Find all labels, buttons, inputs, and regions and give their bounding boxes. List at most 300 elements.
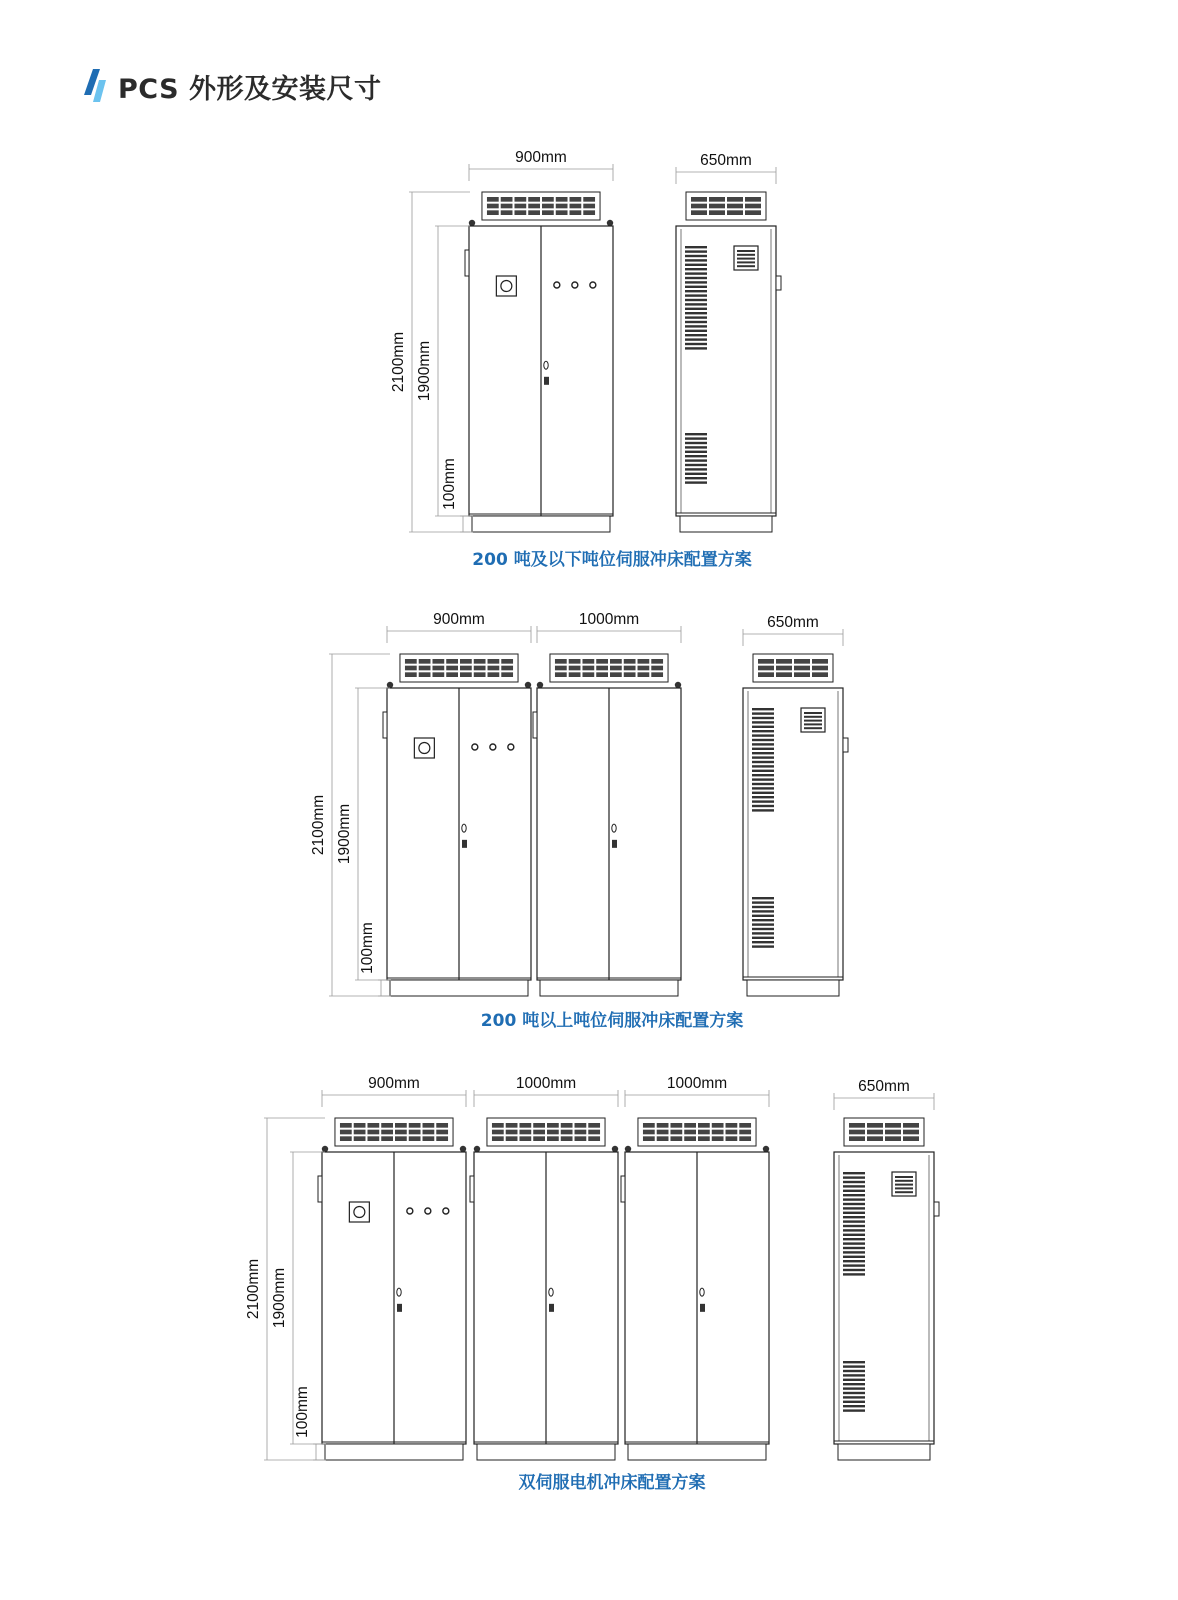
width-label: 1000mm: [666, 1075, 728, 1092]
louver-slot: [432, 659, 444, 664]
louver-slot: [474, 659, 486, 664]
louver-slot: [506, 1136, 518, 1141]
vent-slot: [843, 1216, 865, 1218]
louver-slot: [709, 197, 725, 202]
louver-slot: [588, 1123, 600, 1128]
side-view: [834, 1078, 939, 1460]
vent-slot: [685, 459, 707, 461]
louver-slot: [436, 1136, 448, 1141]
louver-slot: [885, 1136, 901, 1141]
vent-slot: [752, 919, 774, 921]
louver-slot: [528, 204, 540, 209]
height-base-label: 100mm: [359, 922, 376, 974]
vent-slot: [752, 937, 774, 939]
vent-slot: [685, 338, 707, 340]
louver-slot: [684, 1136, 696, 1141]
louver-slot: [446, 659, 458, 664]
louver-slot: [643, 1136, 655, 1141]
height-base-label: 100mm: [294, 1386, 311, 1438]
vent-slot: [843, 1361, 865, 1363]
louver-slot: [487, 210, 499, 215]
louver-slot: [812, 666, 828, 671]
width-label: 1000mm: [515, 1075, 577, 1092]
louver-slot: [395, 1130, 407, 1135]
louver-slot: [776, 666, 792, 671]
emergency-stop-box: [496, 276, 516, 296]
louver-slot: [867, 1123, 883, 1128]
louver-slot: [492, 1136, 504, 1141]
vent-slot: [752, 721, 774, 723]
vent-slot: [843, 1260, 865, 1262]
fan-hood: [335, 1118, 453, 1146]
vent-slot: [685, 268, 707, 270]
fan-hood: [482, 192, 600, 220]
vent-slot: [843, 1172, 865, 1174]
louver-slot: [423, 1130, 435, 1135]
vent-slot: [752, 932, 774, 934]
fan-grille-slot: [895, 1176, 913, 1178]
louver-slot: [501, 204, 513, 209]
louver-slot: [758, 672, 774, 677]
height-cabinet-label: 1900mm: [336, 803, 353, 865]
vent-slot: [685, 433, 707, 435]
vent-slot: [752, 906, 774, 908]
vent-slot: [685, 451, 707, 453]
vent-slot: [843, 1379, 865, 1381]
vent-slot: [685, 312, 707, 314]
louver-slot: [542, 204, 554, 209]
vent-slot: [752, 774, 774, 776]
plinth: [477, 1444, 615, 1460]
fan-grille-slot: [804, 716, 822, 718]
louver-slot: [354, 1123, 366, 1128]
louver-slot: [519, 1123, 531, 1128]
louver-slot: [501, 659, 513, 664]
vent-slot: [685, 343, 707, 345]
vent-slot: [752, 915, 774, 917]
louver-slot: [745, 210, 761, 215]
louver-slot: [812, 659, 828, 664]
lifting-eye: [625, 1146, 631, 1152]
louver-slot: [610, 659, 622, 664]
lifting-eye: [763, 1146, 769, 1152]
vent-slot: [685, 316, 707, 318]
fan-grille-slot: [895, 1180, 913, 1182]
vent-slot: [752, 792, 774, 794]
vent-slot: [752, 928, 774, 930]
vent-slot: [685, 277, 707, 279]
louver-slot: [492, 1123, 504, 1128]
lifting-eye: [474, 1146, 480, 1152]
figure-1: [390, 149, 781, 570]
vent-slot: [843, 1238, 865, 1240]
louver-slot: [569, 659, 581, 664]
louver-slot: [651, 666, 663, 671]
louver-slot: [867, 1136, 883, 1141]
louver-slot: [670, 1136, 682, 1141]
vent-slot: [843, 1370, 865, 1372]
vent-slot: [843, 1273, 865, 1275]
louver-slot: [726, 1123, 738, 1128]
side-connector: [776, 276, 781, 290]
louver-slot: [709, 204, 725, 209]
vent-slot: [843, 1242, 865, 1244]
vent-slot: [752, 756, 774, 758]
vent-slot: [843, 1409, 865, 1411]
louver-slot: [588, 1136, 600, 1141]
vent-slot: [685, 272, 707, 274]
louver-slot: [583, 210, 595, 215]
louver-slot: [849, 1130, 865, 1135]
louver-slot: [575, 1123, 587, 1128]
louver-slot: [582, 659, 594, 664]
louver-slot: [487, 204, 499, 209]
vent-slot: [752, 783, 774, 785]
front-cabinet: [533, 611, 681, 996]
louver-slot: [556, 204, 568, 209]
fan-grille-slot: [804, 712, 822, 714]
vent-slot: [843, 1251, 865, 1253]
plinth: [628, 1444, 766, 1460]
vent-slot: [752, 712, 774, 714]
louver-slot: [395, 1123, 407, 1128]
louver-slot: [712, 1123, 724, 1128]
louver-slot: [561, 1130, 573, 1135]
vent-slot: [843, 1194, 865, 1196]
louver-slot: [727, 197, 743, 202]
louver-slot: [488, 666, 500, 671]
louver-slot: [555, 666, 567, 671]
vent-slot: [752, 730, 774, 732]
louver-slot: [570, 197, 582, 202]
vent-slot: [752, 761, 774, 763]
louver-slot: [739, 1136, 751, 1141]
side-connector: [843, 738, 848, 752]
louver-slot: [528, 210, 540, 215]
louver-slot: [638, 659, 650, 664]
width-label: 900mm: [515, 149, 567, 166]
louver-slot: [657, 1136, 669, 1141]
hinge-tab: [533, 712, 537, 738]
vent-slot: [752, 739, 774, 741]
louver-slot: [506, 1130, 518, 1135]
vent-slot: [752, 734, 774, 736]
vent-slot: [685, 303, 707, 305]
hinge-tab: [465, 250, 469, 276]
louver-slot: [885, 1130, 901, 1135]
vent-slot: [685, 286, 707, 288]
louver-slot: [712, 1136, 724, 1141]
louver-slot: [903, 1130, 919, 1135]
louver-slot: [712, 1130, 724, 1135]
louver-slot: [501, 666, 513, 671]
vent-slot: [685, 468, 707, 470]
louver-slot: [528, 197, 540, 202]
louver-slot: [745, 204, 761, 209]
width-label: 650mm: [767, 614, 819, 631]
louver-slot: [610, 672, 622, 677]
louver-slot: [812, 672, 828, 677]
vent-slot: [843, 1405, 865, 1407]
plinth: [472, 516, 610, 532]
vent-slot: [685, 481, 707, 483]
louver-slot: [582, 666, 594, 671]
side-view: [743, 614, 848, 996]
width-label: 1000mm: [578, 611, 640, 628]
louver-slot: [867, 1130, 883, 1135]
vent-slot: [752, 743, 774, 745]
side-plinth: [680, 516, 772, 532]
vent-slot: [685, 455, 707, 457]
lifting-eye: [525, 682, 531, 688]
vent-slot: [843, 1374, 865, 1376]
louver-slot: [547, 1123, 559, 1128]
vent-slot: [752, 717, 774, 719]
louver-slot: [569, 672, 581, 677]
vent-slot: [685, 330, 707, 332]
louver-slot: [684, 1130, 696, 1135]
front-cabinet: [318, 1075, 466, 1460]
vent-slot: [752, 778, 774, 780]
louver-slot: [436, 1130, 448, 1135]
lifting-eye: [607, 220, 613, 226]
louver-slot: [409, 1136, 421, 1141]
fan-grille-slot: [804, 727, 822, 729]
vent-slot: [843, 1401, 865, 1403]
louver-slot: [556, 197, 568, 202]
vent-slot: [752, 910, 774, 912]
louver-slot: [501, 672, 513, 677]
lock-plate: [544, 377, 549, 385]
louver-slot: [758, 659, 774, 664]
vent-slot: [843, 1365, 865, 1367]
louver-slot: [776, 659, 792, 664]
louver-slot: [419, 659, 431, 664]
louver-slot: [395, 1136, 407, 1141]
vent-slot: [752, 941, 774, 943]
side-plinth: [838, 1444, 930, 1460]
plinth: [325, 1444, 463, 1460]
vent-slot: [752, 770, 774, 772]
vent-slot: [843, 1264, 865, 1266]
louver-slot: [758, 666, 774, 671]
louver-slot: [419, 672, 431, 677]
vent-slot: [843, 1229, 865, 1231]
vent-slot: [843, 1198, 865, 1200]
vent-slot: [843, 1207, 865, 1209]
vent-slot: [752, 708, 774, 710]
vent-slot: [685, 299, 707, 301]
louver-slot: [657, 1130, 669, 1135]
louver-slot: [460, 666, 472, 671]
louver-slot: [555, 672, 567, 677]
lifting-eye: [460, 1146, 466, 1152]
louver-slot: [409, 1123, 421, 1128]
side-plinth: [747, 980, 839, 996]
vent-slot: [843, 1269, 865, 1271]
louver-slot: [575, 1136, 587, 1141]
front-cabinet: [383, 611, 531, 996]
louver-slot: [519, 1130, 531, 1135]
louver-slot: [367, 1136, 379, 1141]
louver-slot: [570, 210, 582, 215]
height-total-label: 2100mm: [390, 331, 407, 393]
height-total-label: 2100mm: [310, 794, 327, 856]
louver-slot: [698, 1123, 710, 1128]
vent-slot: [685, 246, 707, 248]
louver-slot: [691, 210, 707, 215]
louver-slot: [514, 197, 526, 202]
vent-slot: [685, 321, 707, 323]
louver-slot: [583, 197, 595, 202]
louver-slot: [727, 210, 743, 215]
lock-plate: [612, 840, 617, 848]
height-total-label: 2100mm: [245, 1258, 262, 1320]
figure-caption: 双伺服电机冲床配置方案: [518, 1473, 706, 1493]
vent-slot: [685, 464, 707, 466]
vent-slot: [843, 1234, 865, 1236]
louver-slot: [670, 1123, 682, 1128]
louver-slot: [381, 1136, 393, 1141]
louver-slot: [340, 1123, 352, 1128]
vent-slot: [685, 477, 707, 479]
vent-slot: [843, 1212, 865, 1214]
vent-slot: [752, 765, 774, 767]
vent-slot: [685, 290, 707, 292]
lock-plate: [549, 1304, 554, 1312]
louver-slot: [446, 666, 458, 671]
louver-slot: [726, 1130, 738, 1135]
front-cabinet: [470, 1075, 618, 1460]
louver-slot: [460, 659, 472, 664]
louver-slot: [405, 672, 417, 677]
louver-slot: [514, 204, 526, 209]
lifting-eye: [322, 1146, 328, 1152]
width-label: 650mm: [700, 152, 752, 169]
louver-slot: [432, 666, 444, 671]
louver-slot: [745, 197, 761, 202]
louver-slot: [432, 672, 444, 677]
fan-hood: [487, 1118, 605, 1146]
vent-slot: [843, 1383, 865, 1385]
louver-slot: [651, 659, 663, 664]
louver-slot: [514, 210, 526, 215]
louver-slot: [588, 1130, 600, 1135]
side-view: [676, 152, 781, 532]
vent-slot: [685, 294, 707, 296]
louver-slot: [596, 659, 608, 664]
louver-slot: [651, 672, 663, 677]
lifting-eye: [612, 1146, 618, 1152]
fan-grille-slot: [895, 1187, 913, 1189]
louver-slot: [849, 1136, 865, 1141]
hinge-tab: [621, 1176, 625, 1202]
vent-slot: [752, 800, 774, 802]
fan-hood: [550, 654, 668, 682]
louver-slot: [698, 1130, 710, 1135]
width-label: 900mm: [433, 611, 485, 628]
louver-slot: [423, 1136, 435, 1141]
vent-slot: [752, 945, 774, 947]
louver-slot: [561, 1136, 573, 1141]
vent-slot: [843, 1387, 865, 1389]
vent-slot: [752, 748, 774, 750]
louver-slot: [624, 659, 636, 664]
louver-slot: [446, 672, 458, 677]
louver-slot: [583, 204, 595, 209]
vent-slot: [843, 1185, 865, 1187]
vent-slot: [843, 1256, 865, 1258]
louver-slot: [561, 1123, 573, 1128]
vent-slot: [843, 1220, 865, 1222]
louver-slot: [436, 1123, 448, 1128]
louver-slot: [419, 666, 431, 671]
fan-hood: [638, 1118, 756, 1146]
louver-slot: [596, 672, 608, 677]
width-label: 900mm: [368, 1075, 420, 1092]
vent-slot: [685, 347, 707, 349]
louver-slot: [405, 666, 417, 671]
fan-grille-slot: [895, 1184, 913, 1186]
vent-slot: [843, 1190, 865, 1192]
vent-slot: [685, 255, 707, 257]
fan-hood: [400, 654, 518, 682]
louver-slot: [506, 1123, 518, 1128]
vent-slot: [752, 796, 774, 798]
louver-slot: [488, 659, 500, 664]
hinge-tab: [318, 1176, 322, 1202]
louver-slot: [684, 1123, 696, 1128]
vent-slot: [752, 726, 774, 728]
louver-slot: [533, 1123, 545, 1128]
louver-slot: [381, 1123, 393, 1128]
louver-slot: [354, 1130, 366, 1135]
height-base-label: 100mm: [441, 458, 458, 510]
louver-slot: [643, 1130, 655, 1135]
louver-slot: [488, 672, 500, 677]
louver-slot: [533, 1136, 545, 1141]
louver-slot: [367, 1123, 379, 1128]
hinge-tab: [470, 1176, 474, 1202]
louver-slot: [405, 659, 417, 664]
fan-grille-slot: [737, 265, 755, 267]
louver-slot: [367, 1130, 379, 1135]
louver-slot: [903, 1136, 919, 1141]
louver-slot: [794, 672, 810, 677]
louver-slot: [460, 672, 472, 677]
louver-slot: [582, 672, 594, 677]
vent-slot: [843, 1247, 865, 1249]
louver-slot: [624, 666, 636, 671]
louver-slot: [555, 659, 567, 664]
emergency-stop-box: [349, 1202, 369, 1222]
lifting-eye: [537, 682, 543, 688]
fan-grille-slot: [804, 723, 822, 725]
vent-slot: [685, 446, 707, 448]
figure-caption: 200 吨以上吨位伺服冲床配置方案: [480, 1011, 744, 1031]
fan-grille-slot: [895, 1191, 913, 1193]
plinth: [390, 980, 528, 996]
louver-slot: [501, 210, 513, 215]
louver-slot: [519, 1136, 531, 1141]
vent-slot: [752, 809, 774, 811]
louver-slot: [354, 1136, 366, 1141]
vent-slot: [685, 334, 707, 336]
louver-slot: [624, 672, 636, 677]
louver-slot: [501, 197, 513, 202]
hinge-tab: [383, 712, 387, 738]
louver-slot: [547, 1130, 559, 1135]
